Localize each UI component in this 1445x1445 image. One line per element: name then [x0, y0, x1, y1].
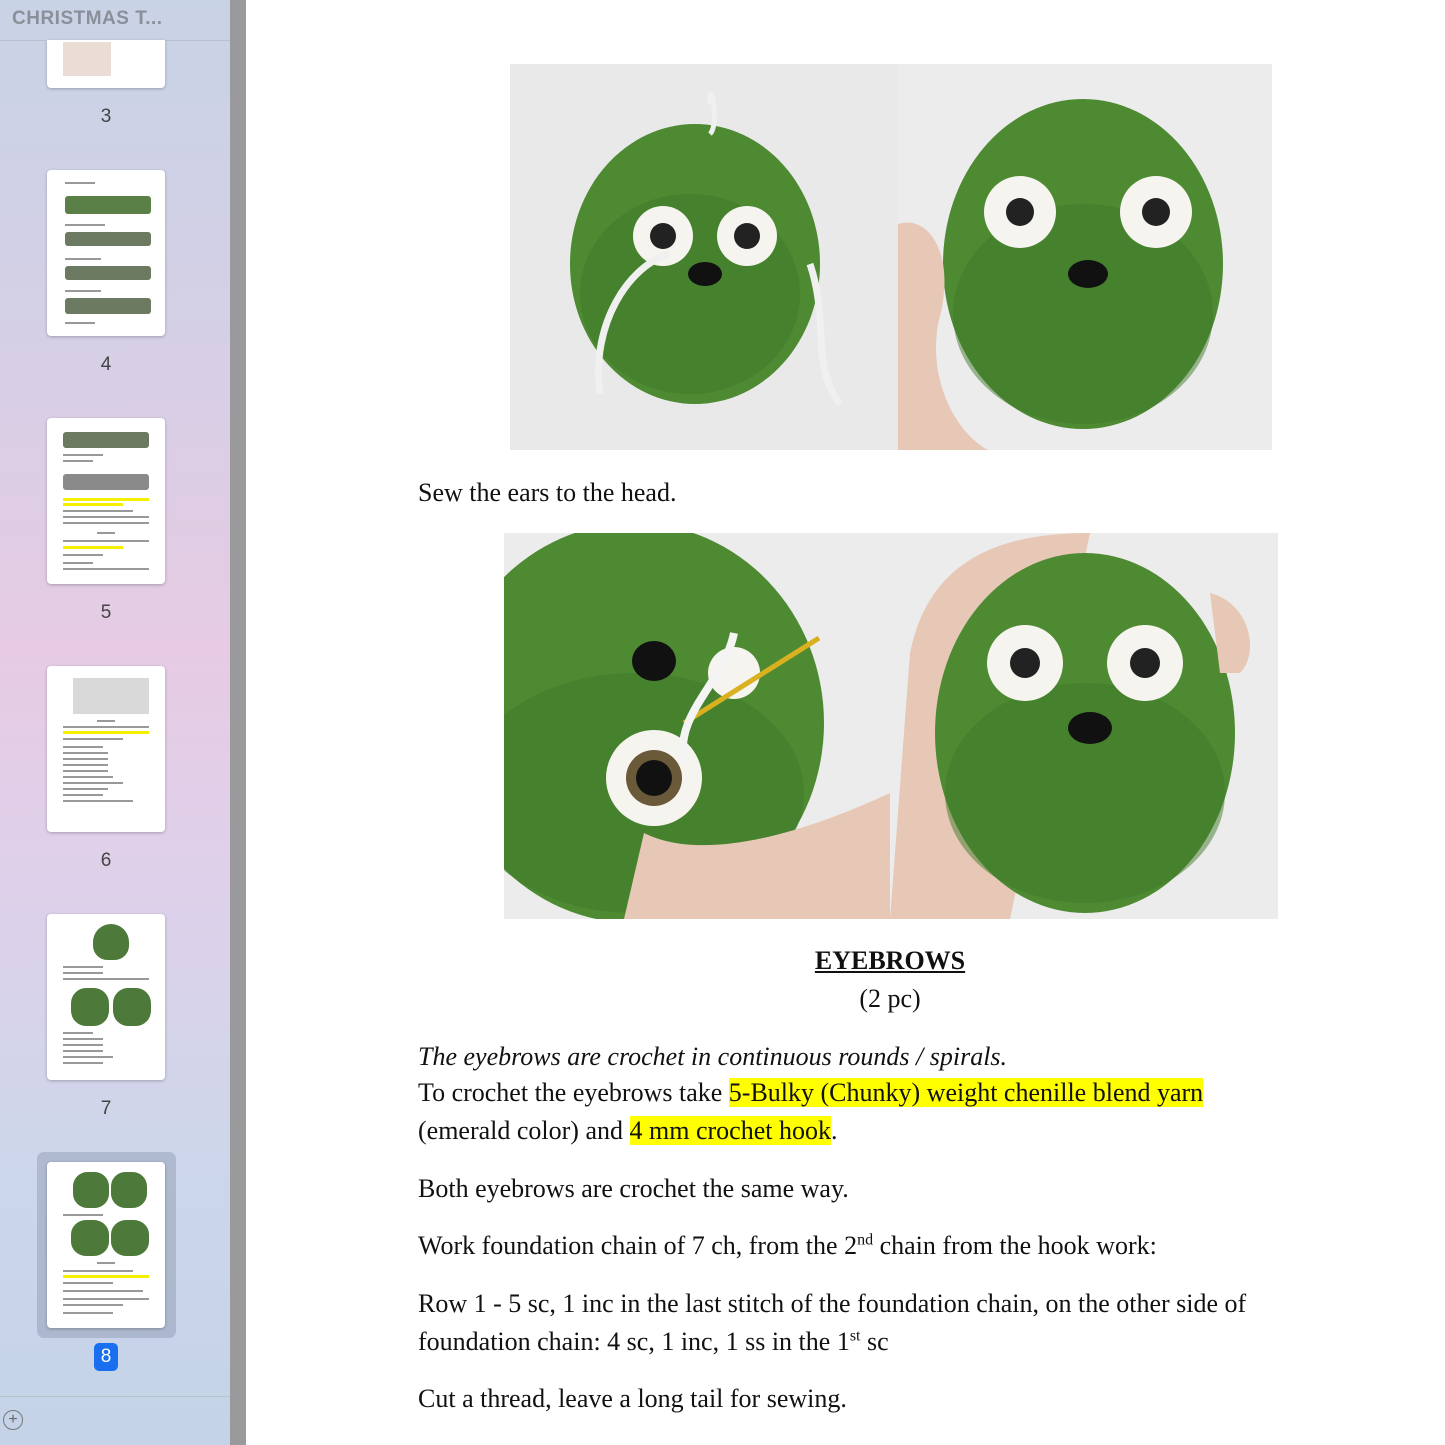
- materials-line-1: [418, 1078, 1203, 1108]
- hook-highlight: 4 mm crochet hook: [629, 1116, 831, 1145]
- page-thumbnail-3[interactable]: [47, 40, 165, 88]
- page-thumbnail-4[interactable]: [47, 170, 165, 336]
- row-1-line-1: Row 1 - 5 sc, 1 inc in the last stitch of the foundation chain, on the other side of: [418, 1289, 1247, 1318]
- foundation-text: Work foundation chain of 7 ch, from the 2: [418, 1231, 858, 1260]
- page-thumbnail-8[interactable]: [47, 1162, 165, 1328]
- photo-sewing-eye: [504, 533, 890, 919]
- sidebar-header: [0, 0, 230, 41]
- page-number-4: 4: [100, 354, 112, 375]
- page-number-6: 6: [100, 850, 112, 871]
- row-1-text: foundation chain: 4 sc, 1 inc, 1 ss in the 1: [418, 1327, 850, 1356]
- paragraph-foundation: [418, 1231, 1157, 1261]
- section-subheading: (2 pc): [859, 984, 921, 1013]
- paragraph-same-way: Both eyebrows are crochet the same way.: [418, 1174, 849, 1203]
- materials-text-2: (emerald color) and: [418, 1116, 630, 1145]
- photo-head-finished-eyes: [890, 533, 1278, 919]
- yarn-highlight: 5-Bulky (Chunky) weight chenille blend yarn: [728, 1078, 1204, 1107]
- foundation-text-2: chain from the hook work:: [873, 1231, 1157, 1260]
- materials-line-2: [418, 1116, 837, 1146]
- row-1-line-2: [418, 1327, 889, 1357]
- photo-head-eyes-hand: [898, 64, 1272, 450]
- foundation-sup: nd: [857, 1231, 874, 1249]
- page-thumbnail-6[interactable]: [47, 666, 165, 832]
- section-heading: EYEBROWS: [814, 946, 966, 975]
- sidebar-divider: [0, 1396, 230, 1397]
- document-title: CHRISTMAS T...: [12, 8, 163, 29]
- paragraph-cut-thread: Cut a thread, leave a long tail for sewing.: [418, 1384, 847, 1413]
- page-thumbnail-7[interactable]: [47, 914, 165, 1080]
- instruction-sew-ears: Sew the ears to the head.: [418, 478, 677, 507]
- italic-note: The eyebrows are crochet in continuous rounds / spirals.: [418, 1042, 1008, 1071]
- page-number-7: 7: [100, 1098, 112, 1119]
- page-thumbnail-5[interactable]: [47, 418, 165, 584]
- page-number-5: 5: [100, 602, 112, 623]
- add-page-icon[interactable]: +: [3, 1410, 23, 1430]
- row-1-sup: st: [849, 1327, 861, 1345]
- photo-head-eyes-front: [510, 64, 898, 450]
- sidebar-scrollbar[interactable]: [230, 0, 246, 1445]
- page-number-3: 3: [100, 106, 112, 127]
- materials-end: .: [830, 1116, 838, 1145]
- materials-text: To crochet the eyebrows take: [418, 1078, 729, 1107]
- row-1-text-2: sc: [860, 1327, 889, 1356]
- page-number-8[interactable]: 8: [94, 1343, 118, 1371]
- page-thumbnail-sidebar: [0, 0, 230, 1445]
- document-page: [246, 0, 1445, 1445]
